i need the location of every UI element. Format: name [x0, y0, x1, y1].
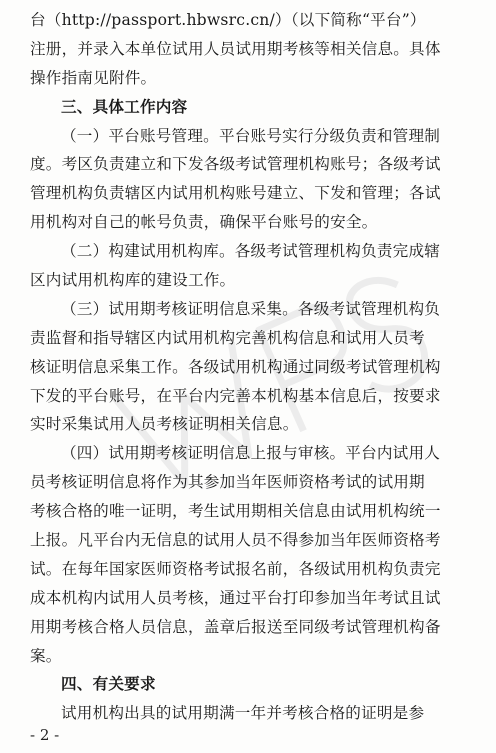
paragraph-line: 上报。凡平台内无信息的试用人员不得参加当年医师资格考: [30, 531, 441, 550]
paragraph-line: （三）试用期考核证明信息采集。各级考试管理机构负: [61, 299, 441, 318]
section-heading: 四、有关要求: [61, 675, 156, 694]
paragraph-line: 考核合格的唯一证明，考生试用期相关信息由试用机构统一: [30, 502, 441, 521]
paragraph-line: 台（http://passport.hbwsrc.cn/）（以下简称“平台”）: [30, 11, 426, 29]
paragraph-line: 用机构对自己的帐号负责，确保平台账号的安全。: [30, 213, 378, 232]
paragraph-line: 操作指南见附件。: [30, 68, 157, 87]
paragraph-line: 度。考区负责建立和下发各级考试管理机构账号；各级考试: [30, 155, 441, 174]
paragraph-line: 核证明信息采集工作。各级试用机构通过同级考试管理机构: [30, 357, 441, 376]
paragraph-line: （四）试用期考核证明信息上报与审核。平台内试用人: [61, 444, 441, 463]
paragraph-line: 员考核证明信息将作为其参加当年医师资格考试的试用期: [30, 473, 425, 492]
document-body: [30, 6, 470, 728]
paragraph-line: 试用机构出具的试用期满一年并考核合格的证明是参: [61, 704, 425, 723]
paragraph-line: 试。在每年国家医师资格考试报名前，各级试用机构负责完: [30, 559, 441, 578]
paragraph-line: 注册，并录入本单位试用人员试用期考核等相关信息。具体: [30, 39, 441, 58]
paragraph-line: 案。: [30, 646, 62, 665]
page-number: - 2 -: [30, 726, 60, 744]
paragraph-line: 成本机构内试用人员考核，通过平台打印参加当年考试且试: [30, 588, 441, 607]
paragraph-line: （二）构建试用机构库。各级考试管理机构负责完成辖: [61, 242, 441, 261]
section-heading: 三、具体工作内容: [61, 97, 188, 116]
paragraph-line: （一）平台账号管理。平台账号实行分级负责和管理制: [61, 126, 441, 145]
paragraph-line: 责监督和指导辖区内试用机构完善机构信息和试用人员考: [30, 328, 425, 347]
paragraph-line: 下发的平台账号，在平台内完善本机构基本信息后，按要求: [30, 386, 441, 405]
paragraph-line: 区内试用机构库的建设工作。: [30, 271, 236, 290]
paragraph-line: 用期考核合格人员信息，盖章后报送至同级考试管理机构备: [30, 617, 441, 636]
paragraph-line: 实时采集试用人员考核证明相关信息。: [30, 415, 299, 434]
paragraph-line: 管理机构负责辖区内试用机构账号建立、下发和管理；各试: [30, 184, 441, 203]
